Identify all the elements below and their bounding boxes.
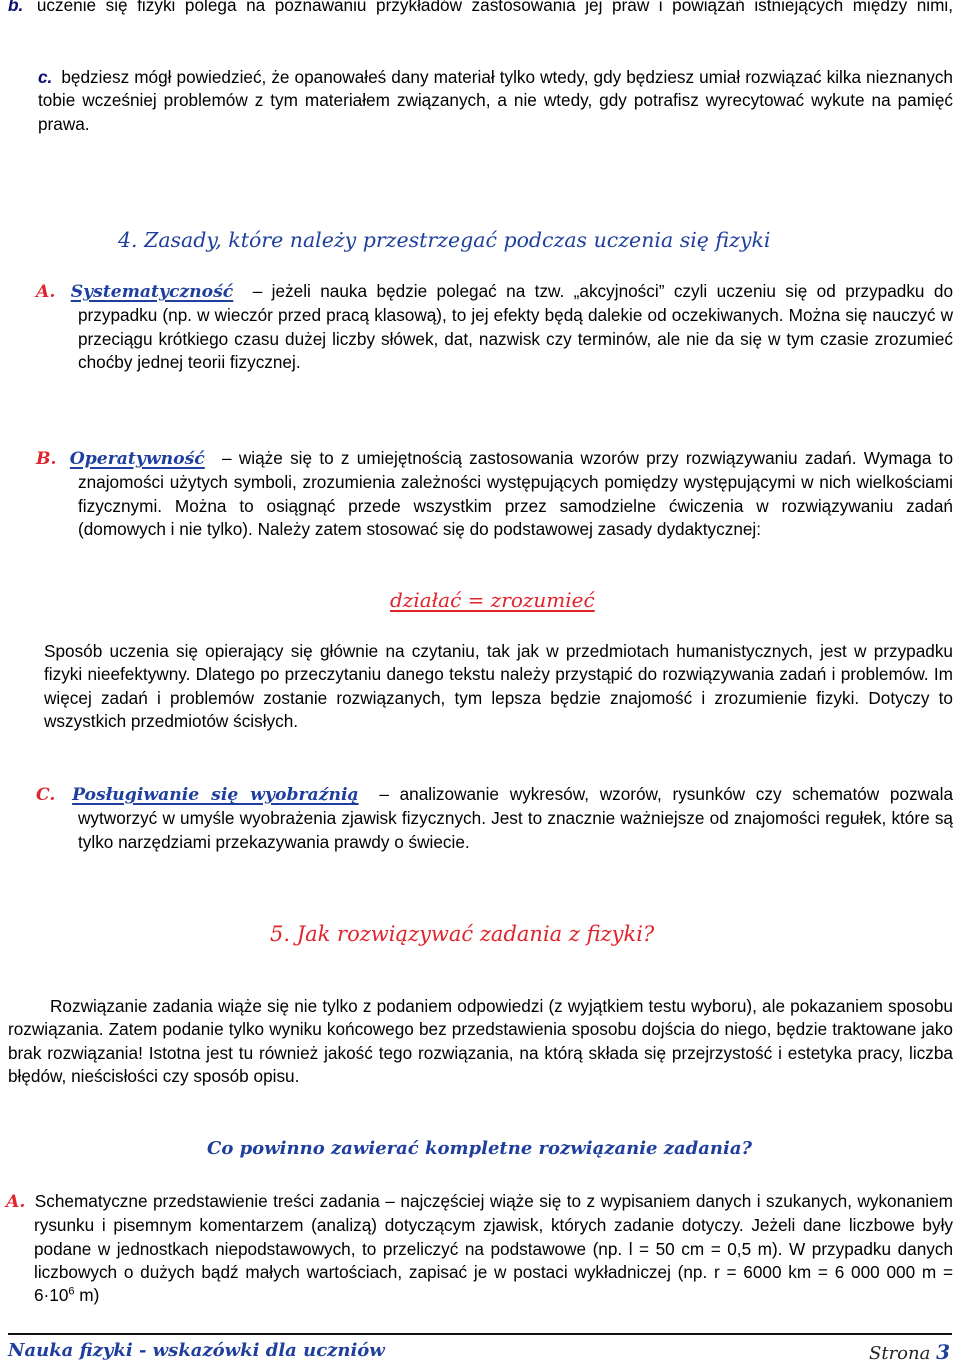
principle-b-label: B. <box>36 449 57 469</box>
list-text-b: uczenie się fizyki polega na poznawaniu przykładów zastosowania jej praw i powiązań istniejących między nimi, <box>36 0 954 15</box>
complete-solution-heading: Co powinno zawierać kompletne rozwiązanie zadania? <box>207 1138 753 1159</box>
principle-a-term: Systematyczność <box>70 282 234 302</box>
list-text-c: będziesz mógł powiedzieć, że opanowałeś dany materiał tylko wtedy, gdy będziesz umiał rozwiązać kilka nieznanych tobie wcześniej problemów z tym materiałem związanych, a nie wtedy, gdy potrafisz wyrecytować wykute na pamięć prawa. <box>38 67 953 134</box>
motto: działać = zrozumieć <box>390 588 595 612</box>
principle-c-term: Posługiwanie się wyobraźnią <box>72 785 359 805</box>
solution-step-a <box>6 1190 953 1307</box>
exponent: 6 <box>68 1285 75 1298</box>
list-item-b <box>8 0 953 17</box>
principle-b <box>36 447 953 541</box>
principle-c-text: – analizowanie wykresów, wzorów, rysunków czy schematów pozwala wytworzyć w umyśle wyobrażenia zjawisk fizycznych. Jest to znacznie ważniejsze od znajomości regułek, które są tylko narzędziami przekazywania prawdy o świecie. <box>78 784 953 852</box>
principle-b-term: Operatywność <box>69 449 205 469</box>
paragraph-solution: Rozwiązanie zadania wiąże się nie tylko z podaniem odpowiedzi (z wyjątkiem testu wyboru), ale pokazaniem sposobu rozwiązania. Zatem podanie tylko wyniku końcowego bez przedstawienia sposobu dojścia do niego, będzie traktowane jako brak rozwiązania! Istotna jest tu również jakość tego rozwiązania, na którą składa się przejrzystość i estetyka pracy, liczba błędów, nieścisłości czy sposób opisu. <box>8 996 953 1086</box>
footer-page-number: 3 <box>936 1340 950 1364</box>
list-label-c: c. <box>38 67 53 87</box>
section-5-heading: 5. Jak rozwiązywać zadania z fizyki? <box>270 922 655 946</box>
section-4-heading: 4. Zasady, które należy przestrzegać podczas uczenia się fizyki <box>118 228 771 252</box>
principle-a <box>36 280 953 374</box>
footer-page <box>869 1340 950 1364</box>
list-item-c <box>38 66 953 136</box>
list-label-b: b. <box>8 0 24 15</box>
solution-step-a-label: A. <box>6 1192 26 1212</box>
principle-c-label: C. <box>36 785 56 805</box>
footer-divider <box>8 1333 952 1335</box>
solution-step-a-text-end: m) <box>74 1285 100 1306</box>
principle-c <box>36 783 953 854</box>
footer-page-label: Strona <box>869 1343 931 1364</box>
principle-b-text: – wiąże się to z umiejętnością zastosowania wzorów przy rozwiązywaniu zadań. Wymaga to znajomości użytych symboli, zrozumienia zależności występujących pomiędzy występującymi w nich wielkościami fizycznymi. Można to osiągnąć przede wszystkim przez samodzielne ćwiczenia w rozwiązywaniu zadań (domowych i nie tylko). Należy zatem stosować się do podstawowej zasady dydaktycznej: <box>78 448 953 539</box>
solution-step-a-text: Schematyczne przedstawienie treści zadania – najczęściej wiąże się to z wypisaniem danych i szukanych, wykonaniem rysunku i pisemnym komentarzem (analizą) dotyczącym zjawisk, których zadanie dotyczy. Jeżeli dane liczbowe były podane w jednostkach niepodstawowych, to przeliczyć na podstawowe (np. l = 50 cm = 0,5 m). W przypadku danych liczbowych o dużych bądź małych wartościach, zapisać je w postaci wykładniczej (np. r = 6000 km = 6 000 000 m = 6·10 <box>34 1191 953 1306</box>
principle-a-label: A. <box>36 282 56 302</box>
footer-title: Nauka fizyki - wskazówki dla uczniów <box>8 1340 385 1361</box>
principle-a-text: – jeżeli nauka będzie polegać na tzw. „akcyjności” czyli uczeniu się od przypadku do przypadku (np. w wieczór przed pracą klasową), to jej efekty będą dalekie od oczekiwanych. Można się nauczyć w przeciągu krótkiego czasu dużej liczby słówek, dat, nazwisk czy terminów, ale nie da się w tym czasie zrozumieć choćby jednej teorii fizycznej. <box>78 281 954 372</box>
paragraph-learning-method: Sposób uczenia się opierający się głównie na czytaniu, tak jak w przedmiotach humanistycznych, jest w przypadku fizyki nieefektywny. Dlatego po przeczytaniu danego tekstu należy przystąpić do rozwiązywania zadań i problemów. Im więcej zadań i problemów zostanie rozwiązanych, tym lepsza będzie znajomość i zrozumienie fizyki. Dotyczy to wszystkich przedmiotów ścisłych. <box>44 641 953 731</box>
